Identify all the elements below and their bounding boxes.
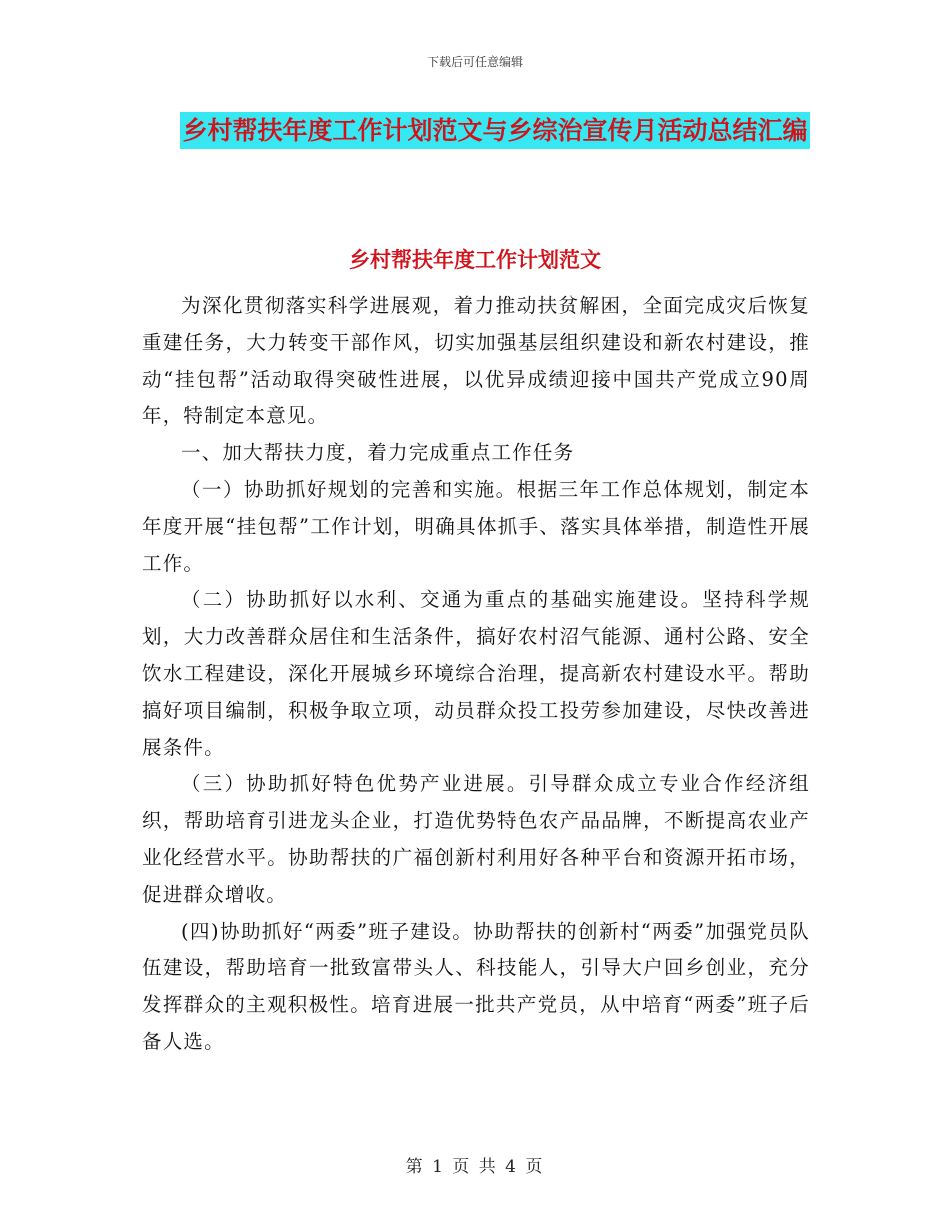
page-header-note: 下载后可任意编辑 [426, 55, 523, 69]
paragraph-item-3: （三）协助抓好特色优势产业进展。引导群众成立专业合作经济组织，帮助培育引进龙头企业，打造优势特色农产品品牌，不断提高农业产业化经营水平。协助帮扶的广福创新村利用好各种平台和资源开拓市场，促进群众增收。 [142, 772, 810, 906]
paragraph-item-1: （一）协助抓好规划的完善和实施。根据三年工作总体规划，制定本年度开展“挂包帮”工作计划，明确具体抓手、落实具体举措，制造性开展工作。 [142, 477, 810, 575]
paragraph-intro: 为深化贯彻落实科学进展观，着力推动扶贫解困，全面完成灾后恢复重建任务，大力转变干部作风，切实加强基层组织建设和新农村建设，推动“挂包帮”活动取得突破性进展，以优异成绩迎接中国共产党成立90周年，特制定本意见。 [142, 294, 810, 428]
page-number-footer: 第 1 页 共 4 页 [405, 1157, 545, 1177]
document-title [150, 106, 840, 156]
section-title: 乡村帮扶年度工作计划范文 [349, 248, 601, 272]
paragraph-item-2: （二）协助抓好以水利、交通为重点的基础实施建设。坚持科学规划，大力改善群众居住和生活条件，搞好农村沼气能源、通村公路、安全饮水工程建设，深化开展城乡环境综合治理，提高新农村建设水平。帮助搞好项目编制，积极争取立项，动员群众投工投劳参加建设，尽快改善进展条件。 [142, 588, 810, 759]
document-title-text: 乡村帮扶年度工作计划范文与乡综治宣传月活动总结汇编 [180, 112, 809, 149]
paragraph-item-4: (四)协助抓好“两委”班子建设。协助帮扶的创新村“两委”加强党员队伍建设，帮助培育一批致富带头人、科技能人，引导大户回乡创业，充分发挥群众的主观积极性。培育进展一批共产党员，从中培育“两委”班子后备人选。 [142, 919, 810, 1053]
paragraph-heading-1: 一、加大帮扶力度，着力完成重点工作任务 [181, 441, 575, 465]
document-body [142, 288, 810, 1061]
